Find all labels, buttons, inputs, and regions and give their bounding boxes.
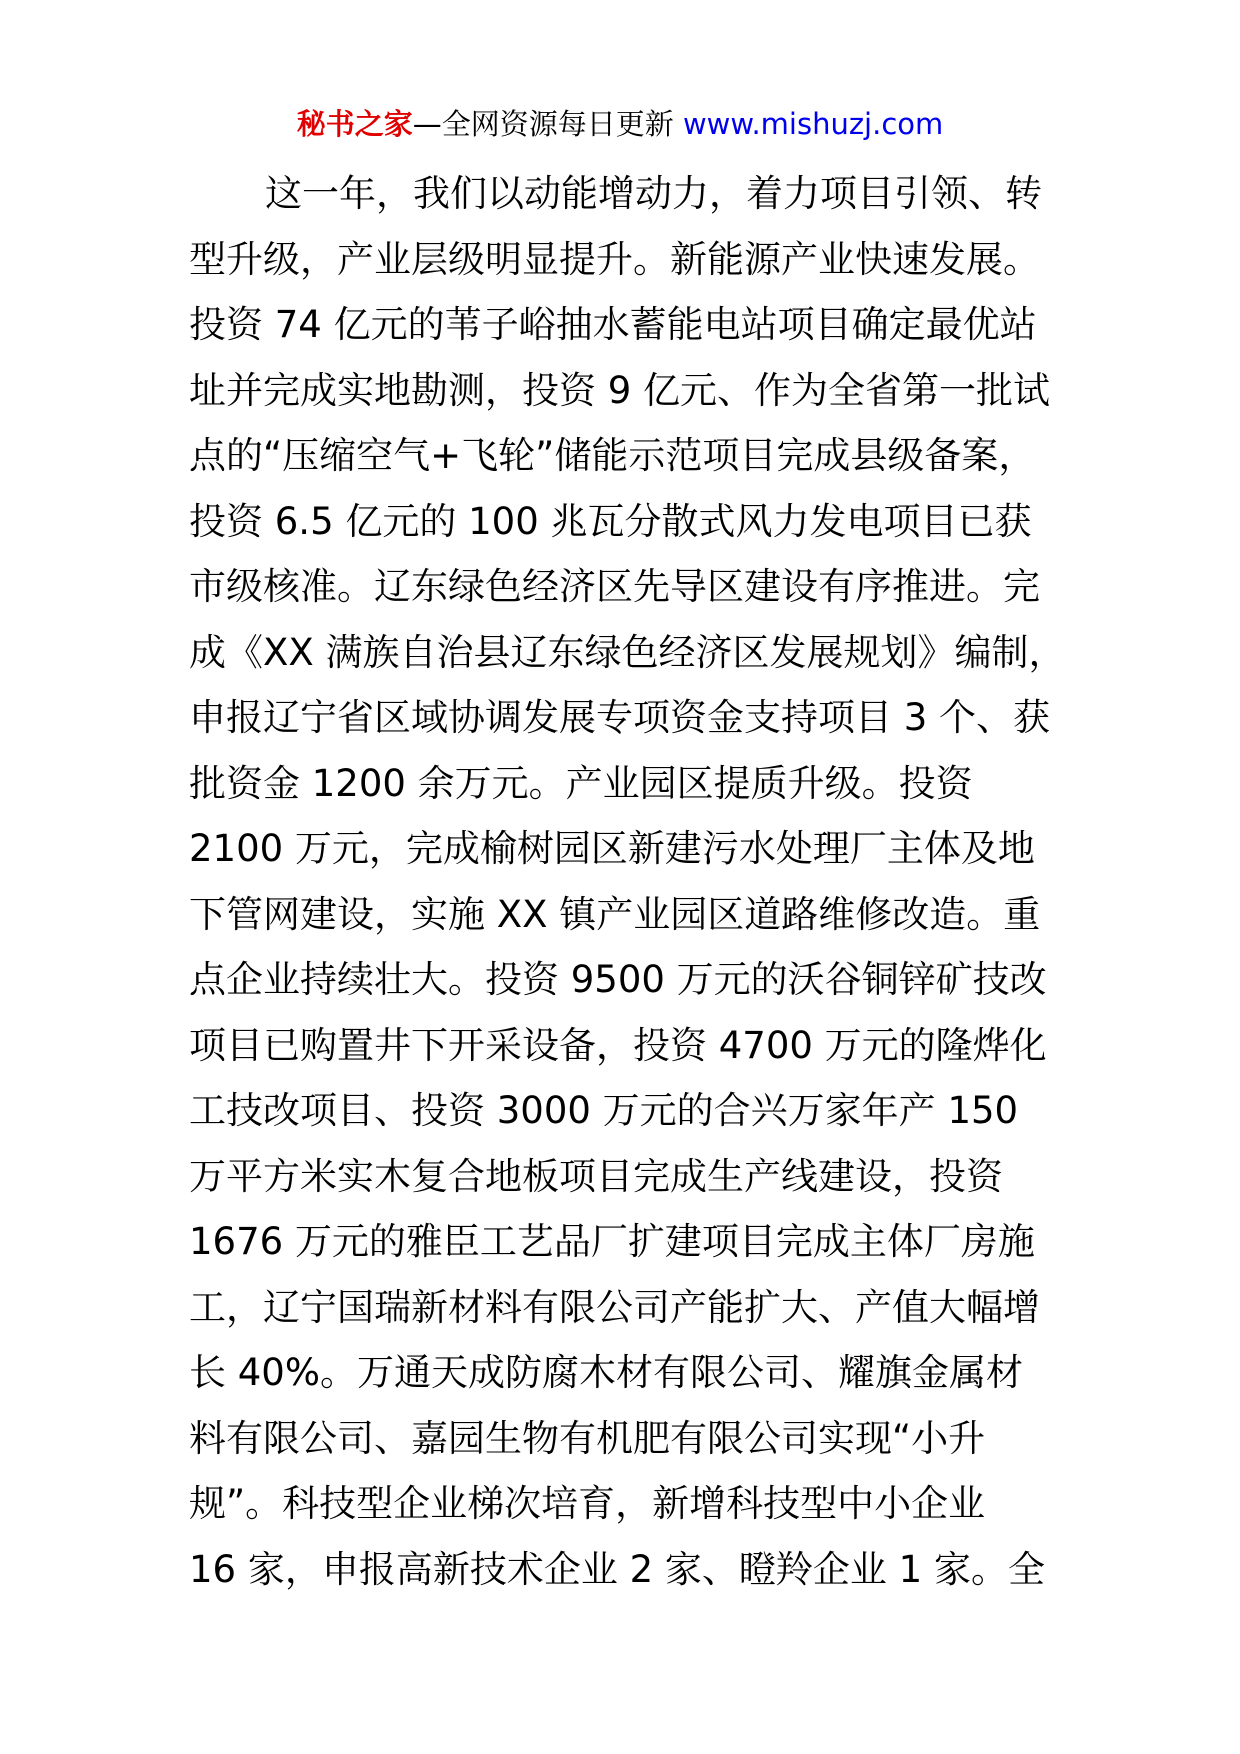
header-brand: 秘书之家 [296,107,413,141]
body-line: 成《XX 满族自治县辽东绿色经济区发展规划》编制， [189,630,1066,674]
body-line: 工技改项目、投资 3000 万元的合兴万家年产 150 [189,1089,1019,1132]
body-text [189,161,1089,1602]
body-line: 规”。科技型企业梯次培育，新增科技型中小企业 [189,1482,986,1525]
body-line: 长 40%。万通天成防腐木材有限公司、耀旗金属材 [189,1351,1023,1394]
body-line: 万平方米实木复合地板项目完成生产线建设，投资 [189,1154,1003,1198]
body-line: 这一年，我们以动能增动力，着力项目引领、转 [265,172,1042,215]
body-line: 址并完成实地勘测，投资 9 亿元、作为全省第一批试 [189,368,1051,412]
body-line: 投资 74 亿元的苇子峪抽水蓄能电站项目确定最优站 [189,303,1037,346]
body-line: 点的“压缩空气+飞轮”储能示范项目完成县级备案， [189,434,1036,477]
header-tagline: —全网资源每日更新 [412,107,683,141]
body-line: 型升级，产业层级明显提升。新能源产业快速发展。 [189,237,1040,281]
body-line: 批资金 1200 余万元。产业园区提质升级。投资 [189,761,973,805]
body-line: 料有限公司、嘉园生物有机肥有限公司实现“小升 [189,1416,986,1460]
body-line: 市级核准。辽东绿色经济区先导区建设有序推进。完 [189,565,1040,608]
body-line: 项目已购置井下开采设备，投资 4700 万元的隆烨化 [189,1023,1047,1067]
body-line: 下管网建设，实施 XX 镇产业园区道路维修改造。重 [189,892,1041,936]
body-line: 投资 6.5 亿元的 100 兆瓦分散式风力发电项目已获 [189,499,1032,543]
body-line: 2100 万元，完成榆树园区新建污水处理厂主体及地 [189,827,1035,870]
body-line: 16 家，申报高新技术企业 2 家、瞪羚企业 1 家。全 [189,1547,1045,1591]
header-url: www.mishuzj.com [682,107,944,141]
body-line: 1676 万元的雅臣工艺品厂扩建项目完成主体厂房施 [189,1220,1035,1263]
body-line: 工，辽宁国瑞新材料有限公司产能扩大、产值大幅增 [189,1285,1040,1329]
page-header [0,104,1240,144]
body-line: 点企业持续壮大。投资 9500 万元的沃谷铜锌矿技改 [189,958,1047,1001]
body-line: 申报辽宁省区域协调发展专项资金支持项目 3 个、获 [189,696,1051,739]
